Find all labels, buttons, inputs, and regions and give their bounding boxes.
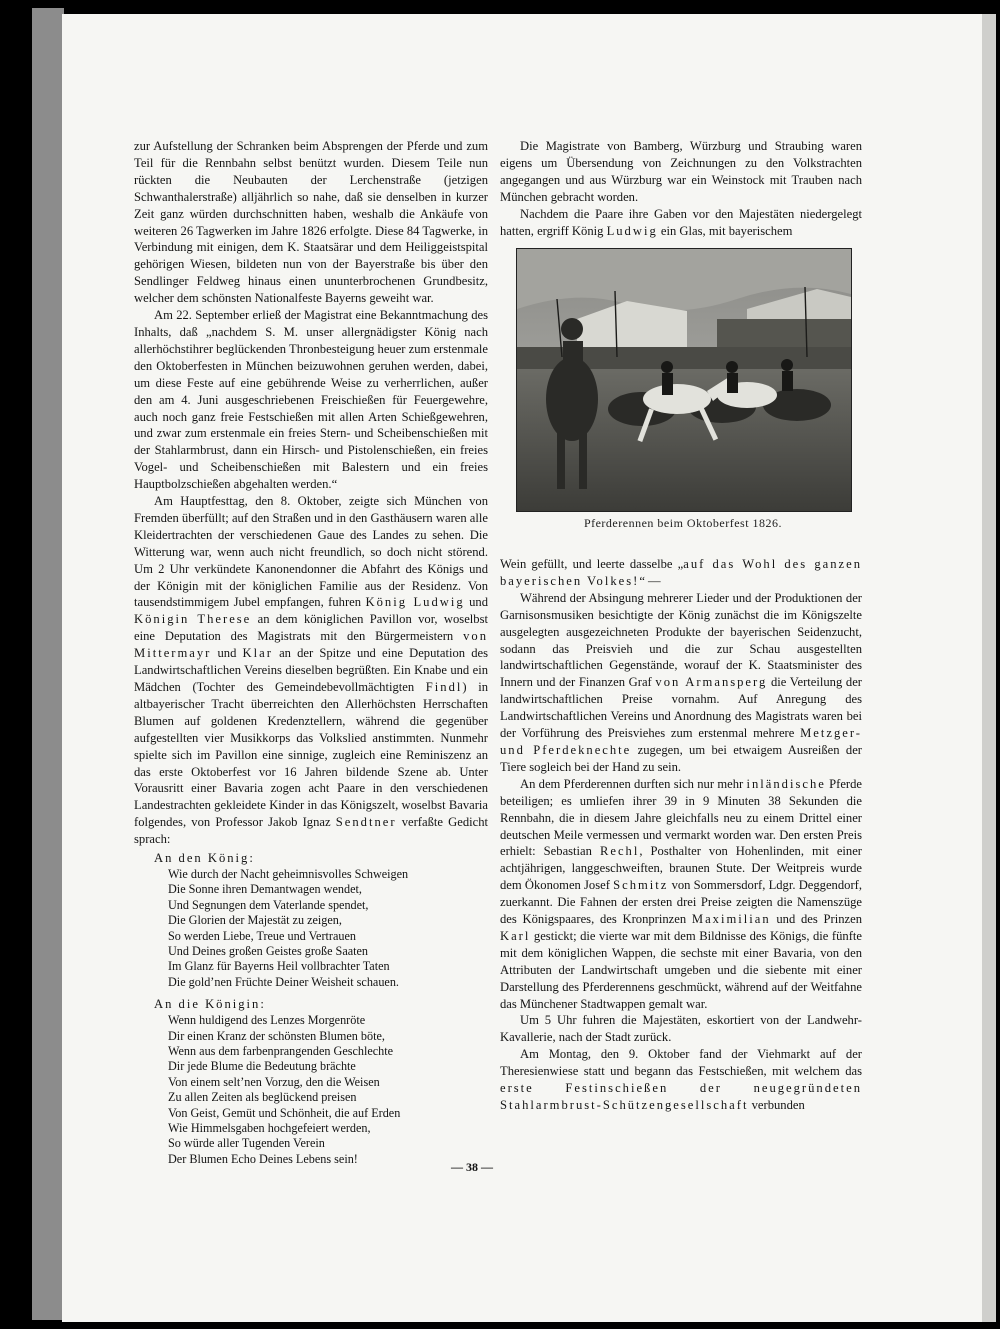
poem-line: Von Geist, Gemüt und Schönheit, die auf Erden (168, 1105, 401, 1120)
poem-line: Und Segnungen dem Vaterlande spendet, (168, 897, 369, 912)
paragraph: Am 22. September erließ der Magistrat eine Bekanntmachung des Inhalts, daß „nachdem S. M. unser allergnädigster König nach allerhöchstihrer beglückenden Thronbesteigung heuer zum erstenmale den Oktoberfesten in München beizuwohnen geruhen werden, dabei, um diese Feste auf eine gebührende Weise zu verherrlichen, außer den am 4. Juni ausgeschriebenen Freischießen für Feuergewehre, auch noch ganz freie Festschießen mit allen Arten Schießgewehren, und zwar zum erstenmale ein freies Stern- und Scheibenschießen mit der Stahlarmbrust, dann ein Hirsch- und Pistolenschießen, ein freies Vogel- und Scheibenschießen mit Balestern und ein freies Hauptbolzschießen abgehalten werden.“ (134, 308, 489, 492)
poem-to-king (154, 850, 488, 990)
poem-line: Von einem selt’nen Vorzug, den die Weisen (168, 1074, 380, 1089)
person-name: Karl (500, 928, 531, 943)
person-name: König Ludwig (365, 595, 465, 610)
poem-line: Wenn aus dem farbenprangenden Geschlechte (168, 1043, 394, 1058)
poem-line: Wie Himmelsgaben hochgefeiert werden, (168, 1120, 371, 1135)
person-name: Schmitz (613, 878, 669, 893)
poem-line: Die gold’nen Früchte Deiner Weisheit schauen. (168, 974, 399, 989)
figure-caption: Pferderennen beim Oktoberfest 1826. (583, 516, 783, 530)
person-name: von Mittermayr (134, 629, 488, 661)
poem-line: Dir jede Blume die Bedeutung brächte (168, 1059, 356, 1074)
paragraph: An dem Pferderennen durften sich nur mehr inländische Pferde beteiligen; es umliefen ihrer 39 in 9 Minuten 38 Sekunden die Rennbahn, die in diesem Jahre gleichfalls neu zu einem Drittel einer deutschen Meile vermessen und vermarkt worden war. Den ersten Preis erhielt: Sebastian Rechl, Posthalter von Hohenlinden, mit einer achtjährigen, langgeschweiften, braunen Stute. Der Weitpreis wurde dem Ökonomen Josef Schmitz von Sommersdorf, Ldgr. Deggendorf, zuerkannt. Die Fahnen der ersten drei Preise zeigten die Namenszüge des Königspaares, des Kronprinzen Maximilian und des Prinzen Karl gestickt; die vierte war mit dem Bildnisse des Königs, die fünfte mit dem königlichen Wappen, die sechste mit einer Bavaria, von den Attributen der Landwirtschaft umgeben und die siebente mit einer Darstellung des Pferderennens geschmückt, während auf der Weitfahne das Münchener Stadtwappen gemalt war. (500, 776, 863, 1011)
paragraph: Nachdem die Paare ihre Gaben vor den Majestäten niedergelegt hatten, ergriff König Ludwig ein Glas, mit bayerischem (500, 206, 862, 238)
spaced-term: Metzger- und Pferdeknechte (500, 726, 862, 757)
horse-race-illustration (516, 248, 852, 512)
person-name: Findl (425, 680, 463, 694)
poem-line: Die Sonne ihren Demantwagen wendet, (168, 882, 362, 897)
book-binding-left (32, 8, 64, 1320)
right-column-top (500, 138, 862, 239)
left-column (134, 138, 488, 1167)
paragraph: Während der Absingung mehrerer Lieder und der Produktionen der Garnisonsmusiken besichtigte der König zunächst die im Königszelte ausgelegten ausgezeichneten Produkte der bayerischen Seidenzucht, sodann das Preisvieh und die zur Schau ausgestellten landwirtschaftlichen Gegenstände, worauf der K. Staatsminister des Innern und der Finanzen Graf von Armansperg die Verteilung der landwirtschaftlichen Preise vornahm. Auf Anregung des Landwirtschaftlichen Vereins und Anordnung des Magistrats waren bei der Vorführung des Preisviehes zum erstenmal mehrere Metzger- und Pferdeknechte zugegen, um bei etwaigem Ausreißen der Tiere sogleich bei der Hand zu sein. (500, 590, 862, 774)
poem-to-queen (154, 996, 488, 1167)
paragraph: zur Aufstellung der Schranken beim Absprengen der Pferde und zum Teil für die Rennbahn selbst benützt wurden. Diesem Teile nun rückten die Neubauten der Lerchenstraße (jetzigen Schwanthalerstraße) alljährlich so nahe, daß sie denselben in kurzer Zeit ganz würden durchschnitten haben, weshalb die Ankäufe von weiteren 26 Tagwerken im Jahre 1826 erfolgte. Diese 84 Tagwerke, in Verbindung mit einigen, dem K. Staatsärar und dem Heiliggeistspital gehörigen Wiesen, bildeten nun von der Bayerstraße bis über den Sendlinger Feldweg hinaus einen ununterbrochenen Grundbesitz, welcher dem schönsten Nationalfeste Bayerns geweiht war. (134, 139, 488, 306)
poem-line: Zu allen Zeiten als beglückend preisen (168, 1090, 357, 1105)
paragraph: Am Montag, den 9. Oktober fand der Viehmarkt auf der Theresienwiese statt und begann das Festschießen, mit welchem das erste Festinschießen der neugegründeten Stahlarmbrust-Schützengesellschaft verbunden (500, 1047, 862, 1112)
page-number: — 38 — (451, 1160, 493, 1174)
poem-line: So werden Liebe, Treue und Vertrauen (168, 928, 356, 943)
person-name: von Armansperg (655, 675, 768, 690)
poem-line: So würde aller Tugenden Verein (168, 1136, 325, 1151)
paragraph: Die Magistrate von Bamberg, Würzburg und Straubing waren eigens um Übersendung von Zeichnungen zu den Volkstrachten angegangen und aus Würzburg war ein Weinstock mit Trauben nach München gebracht worden. (500, 139, 862, 204)
poem-line: Die Glorien der Majestät zu zeigen, (168, 913, 342, 928)
poem-line: Wenn huldigend des Lenzes Morgenröte (168, 1013, 366, 1028)
poem-heading: An die Königin: (154, 997, 266, 1012)
poem-lines (154, 1013, 488, 1167)
spaced-quote: auf das Wohl des ganzen bayerischen Volkes! (500, 557, 862, 588)
person-name: Ludwig (606, 223, 658, 238)
poem-line: Wie durch der Nacht geheimnisvolles Schweigen (168, 866, 409, 881)
right-column-bottom (500, 556, 862, 1114)
poem-line: Und Deines großen Geistes große Saaten (168, 944, 369, 958)
person-name: Klar (242, 646, 273, 661)
person-name: Rechl (599, 844, 640, 859)
poem-line: Der Blumen Echo Deines Lebens sein! (168, 1151, 358, 1166)
spaced-term: inländische (746, 776, 826, 791)
poem-heading: An den König: (154, 851, 255, 866)
person-name: Sendtner (335, 815, 397, 830)
poem-line: Im Glanz für Bayerns Heil vollbrachter Taten (168, 959, 390, 974)
paragraph: Um 5 Uhr fuhren die Majestäten, eskortiert von der Landwehr-Kavallerie, nach der Stadt zurück. (500, 1013, 862, 1045)
poem-line: Dir einen Kranz der schönsten Blumen böte, (168, 1028, 385, 1043)
spaced-term: erste Festinschießen der neugegründeten Stahlarmbrust-Schützengesellschaft (500, 1081, 862, 1112)
poem-lines (154, 867, 488, 990)
person-name: Maximilian (691, 912, 771, 927)
person-name: Königin Therese (134, 612, 252, 627)
paragraph: Wein gefüllt, und leerte dasselbe „auf das Wohl des ganzen bayerischen Volkes!“ — (500, 557, 862, 588)
paragraph: Am Hauptfesttag, den 8. Oktober, zeigte sich München von Fremden überfüllt; auf den Straßen und in den Gasthäusern waren alle Kleidertrachten der verschiedenen Gaue des Landes zu sehen. Die Witterung war, wenn auch nicht freundlich, so doch nicht störend. Um 2 Uhr verkündete Kanonendonner die Abfahrt des Königs und der Königin mit der königlichen Familie aus der Residenz. Von tausendstimmigem Jubel empfangen, fuhren König Ludwig und Königin Therese an dem königlichen Pavillon vor, woselbst eine Deputation des Magistrats mit den Bürgermeistern von Mittermayr und Klar an der Spitze und eine Deputation des Landwirtschaftlichen Vereins dieselben begrüßten. Ein Knabe und ein Mädchen (Tochter des Gemeindebevollmächtigten Findl) in altbayerischer Tracht überreichten den Allerhöchsten Herrschaften Blumen auf goldenen Kredenztellern, während die gegenüber aufgestellten vier Musikkorps das Volkslied anstimmten. Nunmehr spielte sich im Pavillon eine sinnige, zugleich eine Reminiszenz an das erste Oktoberfest vor 16 Jahren bildende Szene ab. Unter Vorausritt einer Bavaria zogen acht Paare in den verschiedenen Landestrachten gekleidete Kinder in das Königszelt, woselbst Bavaria folgendes, von Professor Jakob Ignaz Sendtner verfaßte Gedicht sprach: (134, 494, 488, 847)
